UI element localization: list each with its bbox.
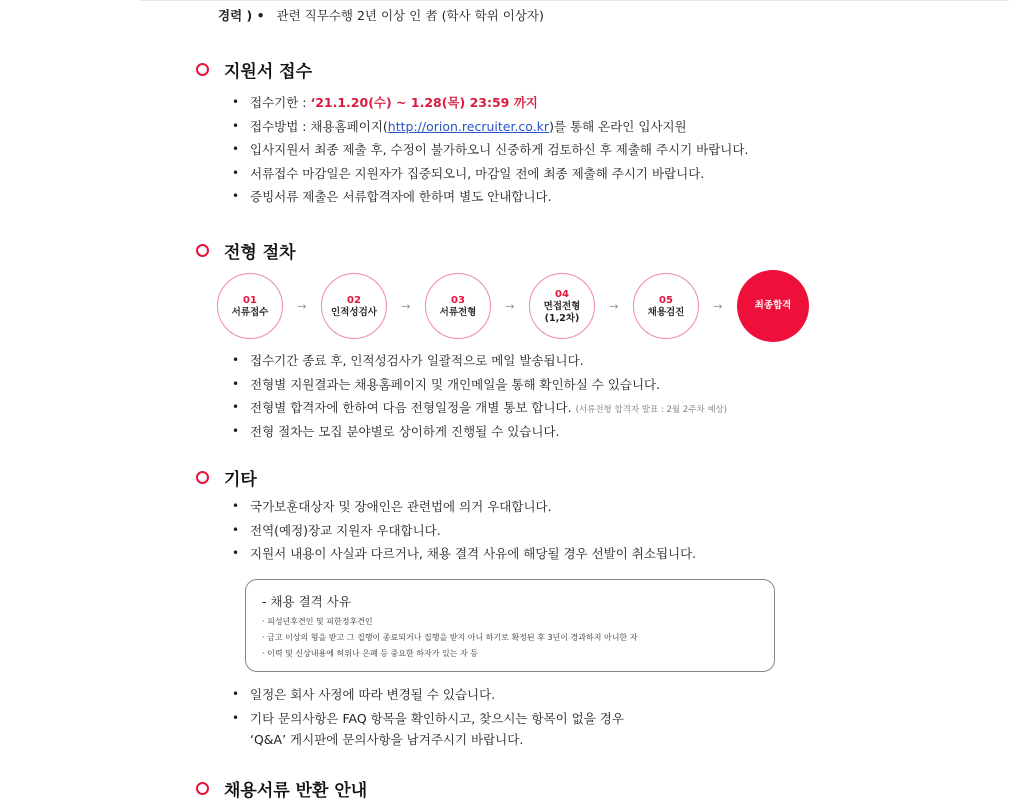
step-name: 면접전형 [543, 300, 581, 312]
career-label: 경력 ) • [218, 8, 265, 23]
list-item: • 일정은 회사 사정에 따라 변경될 수 있습니다. [230, 683, 624, 707]
step-name: 서류전형 [439, 306, 477, 318]
section-apply-title [196, 57, 312, 82]
box-item: · 피성년후견인 및 피한정후견인 [262, 617, 373, 626]
bullet-ring-icon [196, 782, 209, 795]
step-document-submission [217, 273, 283, 339]
list-item: • 접수기간 종료 후, 인적성검사가 일괄적으로 메일 발송됩니다. [230, 349, 727, 373]
list-item: • 전형 절차는 모집 분야별로 상이하게 진행될 수 있습니다. [230, 420, 727, 444]
deadline-value: ‘21.1.20(수) ~ 1.28(목) 23:59 까지 [310, 95, 538, 110]
announcement-note: (서류전형 합격자 발표 : 2월 2주차 예상) [575, 405, 728, 415]
career-text: 관련 직무수행 2년 이상 인 者 (학사 학위 이상자) [276, 8, 544, 23]
bullet-ring-icon [196, 244, 209, 257]
disqualification-box [245, 579, 775, 672]
bullet-ring-icon [196, 63, 209, 76]
method-suffix: )를 통해 온라인 입사지원 [549, 118, 687, 134]
step-number: 05 [659, 294, 673, 306]
list-item: • 지원서 내용이 사실과 다르거나, 채용 결격 사유에 해당될 경우 선발이 취소됩니다. [230, 542, 696, 566]
list-item-continuation: ‘Q&A’ 게시판에 문의사항을 남겨주시기 바랍니다. [250, 732, 524, 747]
step-sub: (1,2차) [544, 312, 580, 324]
list-item: • 서류접수 마감일은 지원자가 집중되오니, 마감일 전에 최종 제출해 주시기 바랍니다. [230, 162, 748, 186]
list-item [230, 396, 727, 420]
section-process-title [196, 238, 296, 263]
step-medical-check [633, 273, 699, 339]
list-item [230, 115, 748, 139]
top-divider [140, 0, 1009, 1]
section-process-title-text: 전형 절차 [224, 243, 296, 263]
arrow-right-icon: → [609, 299, 619, 313]
box-item: · 이력 및 신상내용에 허위나 은폐 등 중요한 하자가 있는 자 등 [262, 649, 478, 658]
list-item: • 국가보훈대상자 및 장애인은 관련법에 의거 우대합니다. [230, 495, 696, 519]
section-etc-title [196, 465, 257, 490]
section-apply-title-text: 지원서 접수 [224, 62, 313, 82]
step-final-pass [737, 270, 809, 342]
arrow-right-icon: → [713, 299, 723, 313]
box-item: · 금고 이상의 형을 받고 그 집행이 종료되거나 집행을 받지 아니 하기로 확정된 후 3년이 경과하지 아니한 자 [262, 633, 638, 642]
process-steps [217, 270, 809, 342]
step-name: 인적성검사 [331, 306, 377, 318]
list-item: • 입사지원서 최종 제출 후, 수정이 불가하오니 신중하게 검토하신 후 제출해 주시기 바랍니다. [230, 138, 748, 162]
step-number: 04 [555, 288, 569, 300]
arrow-right-icon: → [401, 299, 411, 313]
list-item-text: 전형별 합격자에 한하여 다음 전형일정을 개별 통보 합니다. [250, 400, 572, 415]
bullet-ring-icon [196, 471, 209, 484]
arrow-right-icon: → [505, 299, 515, 313]
method-prefix: 접수방법 : 채용홈페이지( [250, 118, 388, 134]
step-name: 최종합격 [754, 300, 792, 311]
list-item: • 전형별 지원결과는 채용홈페이지 및 개인메일을 통해 확인하실 수 있습니다. [230, 373, 727, 397]
etc-bullet-list-2 [230, 683, 624, 730]
step-name: 서류접수 [231, 306, 269, 318]
career-requirement [218, 6, 544, 24]
step-name: 채용검진 [647, 306, 685, 318]
etc-bullet-list [230, 495, 696, 566]
section-return-title-text: 채용서류 반환 안내 [224, 781, 368, 801]
list-item: • 기타 문의사항은 FAQ 항목을 확인하시고, 찾으시는 항목이 없을 경우 [230, 707, 624, 731]
list-item: • 증빙서류 제출은 서류합격자에 한하며 별도 안내합니다. [230, 185, 748, 209]
list-item: • 전역(예정)장교 지원자 우대합니다. [230, 519, 696, 543]
box-title: - 채용 결격 사유 [262, 594, 351, 609]
list-item [230, 91, 748, 115]
step-number: 03 [451, 294, 465, 306]
step-document-screening [425, 273, 491, 339]
deadline-label: 접수기한 : [250, 95, 311, 110]
step-number: 02 [347, 294, 361, 306]
step-aptitude-test [321, 273, 387, 339]
process-bullet-list [230, 349, 727, 443]
section-etc-title-text: 기타 [224, 470, 257, 490]
apply-bullet-list [230, 91, 748, 209]
arrow-right-icon: → [297, 299, 307, 313]
step-interview [529, 273, 595, 339]
section-return-title [196, 776, 367, 801]
recruit-homepage-link[interactable]: http://orion.recruiter.co.kr [387, 118, 550, 134]
step-number: 01 [243, 294, 257, 306]
